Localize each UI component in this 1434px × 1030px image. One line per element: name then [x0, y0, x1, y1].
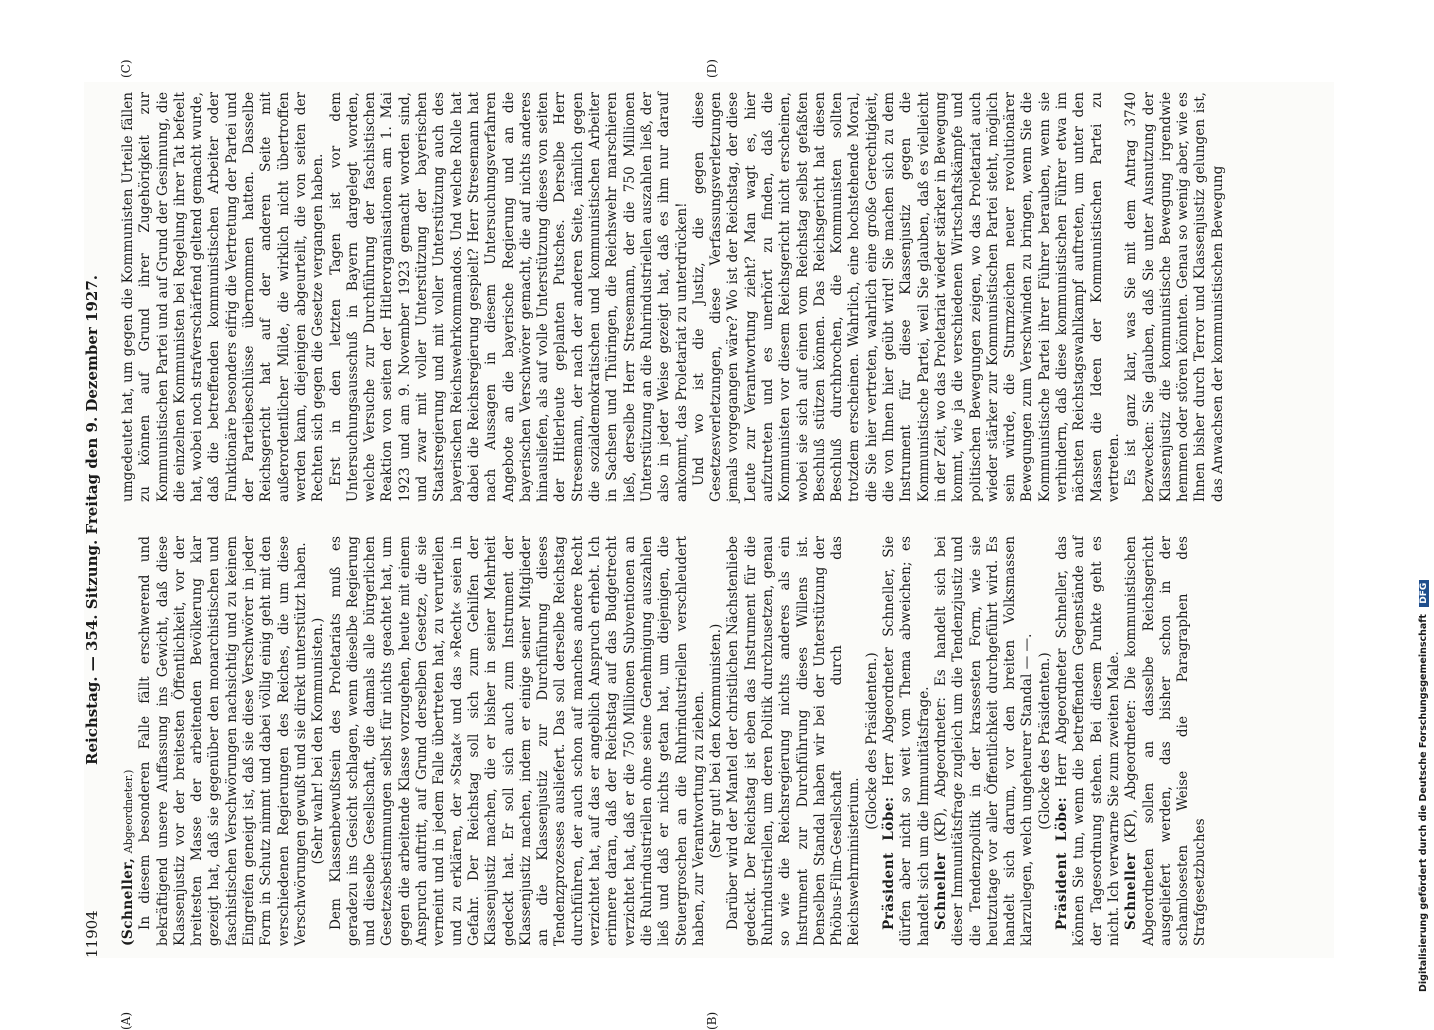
speaker-name: Schneller [932, 852, 949, 930]
margin-mark-d: (D) [705, 59, 719, 78]
paragraph: Erst in den letzten Tagen ist vor dem Untersuchungsausschuß in Bayern dargelegt worden, welche Versuche zur Durchführung der faschistischen Reaktion von seiten der Hitlerorganisationen am 1. Mai 1923 und am 9. November 1923 gemacht worden sind, und zwar mit voller Unterstützung der bayerischen Staatsregierung und mit voller Unterstützung auch des bayerischen Reichswehrkommandos. Und welche Rolle hat dabei die Reichsregierung gespielt? Herr Stresemann hat nach Aussagen in diesem Untersuchungsverfahren Angebote an die bayerische Regierung und an die bayerischen Verschwörer gemacht, die auf nichts anderes hinausliefen, als auf volle Unterstützung dieses von seiten der Hitlerleute geplanten Putsches. Derselbe Herr Stresemann, der nach der anderen Seite, nämlich gegen die sozialdemokratischen und kommunistischen Arbeiter in Sachsen und Thüringen, die Reichswehr marschieren ließ, derselbe Herr Stresemann, der die 750 Millionen Unterstützung an die Ruhrindustriellen auszahlen ließ, der also in jeder Weise gezeigt hat, daß es ihm nur darauf ankommt, das Proletariat zu unterdrücken! [327, 92, 690, 502]
interjection: (Glocke des Präsidenten.) [1036, 652, 1053, 830]
paragraph [1054, 536, 1123, 946]
paragraph: Es ist ganz klar, was Sie mit dem Antrag 3740 bezwecken: Sie glauben, daß Sie unter Ausnutzung der Klassenjustiz die kommunistische Bewegung irgendwie hemmen oder stören könnten. Genau so wenig aber, wie es Ihnen bisher durch Terror und Klassenjustiz gelungen ist, das Anwachsen der kommunistischen Bewegung [1123, 92, 1226, 502]
right-column [120, 92, 1330, 502]
paragraph: Darüber wird der Mantel der christlichen Nächstenliebe gedeckt. Der Reichstag ist eben das Instrument für die Ruhrindustriellen, um deren Politik durchzusetzen, genau so wie die Reichsregierung nichts anderes als ein Instrument zur Durchführung dieses Willens ist. Denselben Standal haben wir bei der Unterstützung der Phöbus-Film-Gesellschaft durch das Reichswehrministerium. [725, 536, 863, 946]
paragraph [1123, 536, 1209, 946]
rotated-page-content [83, 59, 1334, 1030]
speech-text: (KP), Abgeordneter: Die kommunistischen Abgeordneten sollen an dasselbe Reichsgericht ausgeliefert werden, das bisher schon in der schamlosesten Weise die Paragraphen des Strafgesetzbuches [1123, 536, 1209, 946]
left-column [120, 536, 1330, 946]
interjection: (Sehr wahr! bei den Kommunisten.) [310, 617, 327, 865]
paragraph: Dem Klassenbewußtsein des Proletariats muß es geradezu ins Gesicht schlagen, wenn dieselbe Regierung und dieselbe Gesellschaft, die damals alle bürgerlichen Gesetzesbestimmungen selbst für nichts geachtet hat, um gegen die arbeitende Klasse vorzugehen, heute mit einem Anspruch auftritt, auf Grund derselben Gesetze, die sie verneint und in jedem Falle übertreten hat, zu verurteilen und zu erklären, der »Staat« und das »Recht« seien in Gefahr. Der Reichstag soll sich zum Gehilfen der Klassenjustiz machen, die er bisher in seiner Mehrheit gedeckt hat. Er soll sich auch zum Instrument der Klassenjustiz machen, indem er einige seiner Mitglieder an die Klassenjustiz zur Durchführung dieses Tendenzprozesses ausliefert. Das soll derselbe Reichstag durchführen, der auch schon auf manches andere Recht verzichtet hat, auf das er angeblich Anspruch erhebt. Ich erinnere daran, daß der Reichstag auf das Budgetrecht verzichtet hat, daß er die 750 Millionen Subventionen an die Ruhrindustriellen ohne seine Genehmigung auszahlen ließ und daß er nichts getan hat, um diejenigen, die Steuergroschen an die Ruhrindustriellen verschleudert haben, zur Verantwortung zu ziehen. [327, 536, 707, 946]
paragraph [881, 536, 933, 946]
speaker-line [120, 536, 137, 946]
speaker-name: Präsident Löbe: [1054, 796, 1071, 930]
margin-mark-b: (B) [705, 1011, 719, 1030]
speaker-name: Schneller [1123, 852, 1140, 930]
paragraph: umgedeutet hat, um gegen die Kommunisten Urteile fällen zu können auf Grund ihrer Zugehörigkeit zur Kommunistischen Partei und auf Grund der Gesinnung, die die einzelnen Kommunisten bei Regelung ihrer Tat befeelt hat, wobei noch strafverschärfend geltend gemacht wurde, daß die betreffenden kommunistischen Arbeiter oder Funktionäre besonders eifrig die Vertretung der Partei und der Parteibeschlüsse übernommen hatten. Dasselbe Reichsgericht hat auf der anderen Seite mit außerordentlicher Milde, die wirklich nicht übertroffen werden kann, diejenigen abgeurteilt, die von seiten der Rechten sich gegen die Gesetze vergangen haben. [120, 92, 327, 502]
margin-mark-a: (A) [119, 1011, 133, 1030]
speech-text: (KP), Abgeordneter: Es handelt sich bei dieser Immunitätsfrage zugleich um die Tendenzjustiz und die Tendenzpolitik in der krassesten Form, wie sie heutzutage vor aller Öffentlichkeit durchgeführt wird. Es handelt sich darum, vor den breiten Volksmassen klarzulegen, welch ungeheurer Standal — —. [932, 536, 1036, 946]
paragraph: Und wo ist die Justiz, die gegen diese Gesetzesverletzungen, diese Verfassungsverletzungen jemals vorgegangen wäre? Wo ist der Reichstag, der diese Leute zur Verantwortung zieht? Man wagt es, hier aufzutreten und es unerhört zu finden, daß die Kommunisten vor diesem Reichsgericht nicht erscheinen, wobei sie sich auf einen vom Reichstag selbst gefaßten Beschluß stützen können. Das Reichsgericht hat diesen Beschluß durchbrochen, die Kommunisten sollten trotzdem erscheinen. Wahrlich, eine hochstehende Moral, die Sie hier vertreten, wahrlich eine große Gerechtigkeit, die von Ihnen hier geübt wird! Sie machen sich zu dem Instrument für diese Klassenjustiz gegen die Kommunistische Partei, weil Sie glauben, daß es vielleicht in der Zeit, wo das Proletariat wieder stärker in Bewegung kommt, wie ja die verschiedenen Wirtschaftskämpfe und politischen Bewegungen zeigen, wo das Proletariat auch wieder stärker zur Kommunistischen Partei steht, möglich sein würde, die Sturmzeichen neuer revolutionärer Bewegungen zum Verschwinden zu bringen, wenn Sie die Kommunistische Partei ihrer Führer berauben, wenn sie verhindern, daß diese kommunistischen Führer etwa im nächsten Reichstagswahlkampf auftreten, um unter den Massen die Ideen der Kommunistischen Partei zu vertreten. [690, 92, 1122, 502]
speaker-role: Abgeordneter.) [122, 769, 135, 854]
paragraph: In diesem besonderen Falle fällt erschwerend und bekräftigend unsere Auffassung ins Gewicht, daß diese Klassenjustiz vor der breitesten Öffentlichkeit, vor der breitesten Masse der arbeitenden Bevölkerung klar gezeigt hat, daß sie gegenüber den monarchistischen und faschistischen Verschwörungen nachsichtig und zu keinem Eingreifen geneigt ist, daß sie diese Verschwörer in jeder Form in Schutz nimmt und dabei völlig einig geht mit den verschiedenen Regierungen des Reiches, die um diese Verschwörungen gewußt und sie direkt unterstützt haben. [137, 536, 309, 946]
page-title: Reichstag. — 354. Sitzung. Freitag den 9. Dezember 1927. [83, 275, 101, 766]
interjection: (Glocke des Präsidenten.) [863, 652, 880, 830]
paragraph [933, 536, 1037, 946]
margin-mark-c: (C) [119, 59, 133, 78]
speech-text: Herr Abgeordneter Schneller, das können Sie tun, wenn die betreffenden Gegenstände auf der Tagesordnung stehen. Bei diesem Punkte geht es nicht. Ich verwarne Sie zum zweiten Male. [1054, 536, 1122, 946]
digitization-note [1418, 12, 1432, 992]
speaker-name: Präsident Löbe: [881, 796, 898, 930]
page-header [84, 82, 108, 958]
interjection: (Sehr gut! bei den Kommunisten.) [708, 623, 725, 859]
page-number: 11904 [83, 910, 101, 958]
speech-text: Herr Abgeordneter Schneller, Sie dürfen aber nicht so weit vom Thema abweichen; es handelt sich um die Immunitätsfrage. [881, 536, 932, 946]
speaker-name: (Schneller, [120, 857, 136, 946]
dfg-logo: DFG [1419, 580, 1429, 607]
funding-text: Digitalisierung gefördert durch die Deutsche Forschungsgemeinschaft [1418, 614, 1429, 992]
